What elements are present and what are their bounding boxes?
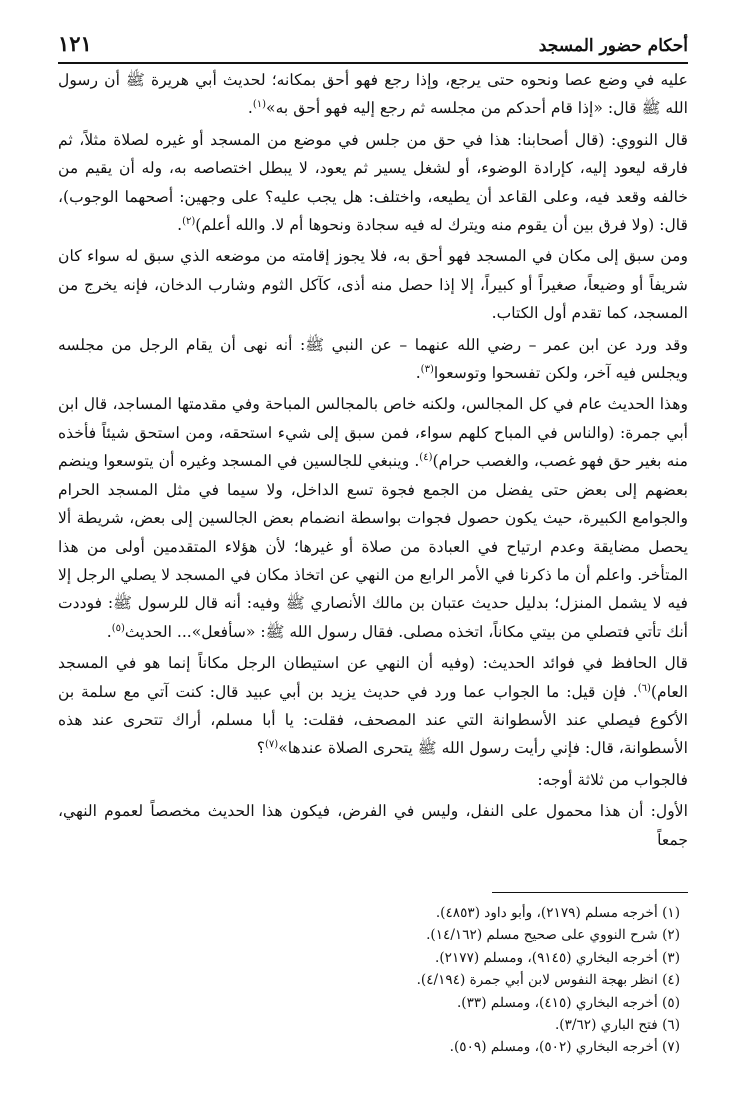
paragraph-4: وقد ورد عن ابن عمر – رضي الله عنهما – عن النبي ﷺ: أنه نهى أن يقام الرجل من مجلسه ويجلس فيه آخر، ولكن تفسحوا وتوسعوا$^{(٣)}$.: [58, 335, 688, 383]
paragraph-7: فالجواب من ثلاثة أوجه:: [537, 770, 688, 789]
footnote-ref-3: (٣): [420, 363, 434, 375]
footnote-2: (٢) شرح النووي على صحيح مسلم (١٤/١٦٢).: [426, 927, 680, 944]
footnote-7: (٧) أخرجه البخاري (٥٠٢)، ومسلم (٥٠٩).: [449, 1039, 680, 1056]
paragraph-2: قال النووي: (قال أصحابنا: هذا في حق من جلس في موضع من المسجد أو غيره لصلاة مثلاً، ثم فارقه ليعود إليه، كإرادة الوضوء، أو لشغل يسير ثم يعود، لا يبطل اختصاصه به، وله أن يقيم من خالفه وقعد فيه، وعلى القاعد أن يطيعه، واختلف: هل يجب عليه؟ على وجهين: أصحهما الوجوب)، قال: (ولا فرق بين أن يقوم منه ويترك له فيه سجادة ونحوها أم لا. والله أعلم)$^{(٢)}$.: [58, 130, 688, 235]
paragraph-3: ومن سبق إلى مكان في المسجد فهو أحق به، فلا يجوز إقامته من موضعه الذي سبق له سواء كان شريفاً أو وضيعاً، صغيراً أو كبيراً، إلا إذا حصل منه أذى، كآكل الثوم وشارب الدخان، فإنه يخرج من المسجد، كما تقدم أول الكتاب.: [58, 247, 688, 323]
footnote-4: (٤) انظر بهجة النفوس لابن أبي جمرة (٤/١٩٤).: [416, 972, 680, 989]
header-rule: [58, 62, 688, 64]
footnote-1: (١) أخرجه مسلم (٢١٧٩)، وأبو داود (٤٨٥٣).: [435, 905, 680, 921]
footnote-separator: [492, 892, 688, 893]
footnote-ref-7: (٧): [265, 739, 279, 751]
footnote-3: (٣) أخرجه البخاري (٩١٤٥)، ومسلم (٢١٧٧).: [435, 949, 680, 966]
footnote-ref-2: (٢): [182, 215, 196, 227]
book-page: [58, 0, 688, 1094]
footnote-ref-4: (٤): [419, 452, 433, 464]
running-header: [58, 26, 688, 56]
paragraph-5: وهذا الحديث عام في كل المجالس، ولكنه خاص بالمجالس المباحة وفي مقدمتها المساجد، قال ابن أبي جمرة: (والناس في المباح كلهم سواء، فمن سبق إلى شيء استحقه، ومن استحق شيئاً فأخذه منه بغير حق فهو غصب، والغصب حرام)$^{(٤)}$. وينبغي للجالسين في المسجد وغيره أن يتوسعوا وينضم بعضهم إلى بعض حتى يفضل من الجمع فجوة تسع الداخل، ولا سيما في مثل المسجد الحرام والجوامع الكبيرة، حيث يكون حصول فجوات بواسطة انضمام بعض الجالسين إلى بعض، شريطة ألا يحصل مضايقة وعدم ارتياح في العبادة من صلاة أو غيرها؛ لأن هؤلاء المتقدمين أولى من هذا المتأخر. واعلم أن ما ذكرنا في الأمر الرابع من النهي عن اتخاذ مكان في المسجد لا يصلي الرجل إلا فيه لا يشمل المنزل؛ بدليل حديث عتبان بن مالك الأنصاري ﷺ وفيه: أنه قال للرسول ﷺ: فوددت أنك تأتي فتصلي من بيتي مكاناً، اتخذه مصلى. فقال رسول الله ﷺ: «سأفعل»... الحديث$^{(٥)}$.: [58, 395, 688, 641]
footnote-ref-5: (٥): [111, 622, 125, 634]
footnote-ref-6: (٦): [637, 682, 651, 694]
footnote-ref-1: (١): [252, 99, 267, 111]
paragraph-6: قال الحافظ في فوائد الحديث: (وفيه أن النهي عن استيطان الرجل مكاناً إنما هو في المسجد العام)$^{(٦)}$. فإن قيل: ما الجواب عما ورد في حديث يزيد بن أبي عبيد قال: كنت آتي مع سلمة بن الأكوع فيصلي عند الأسطوانة التي عند المصحف، فقلت: يا أبا مسلم، أراك تتحرى عند هذه الأسطوانة، قال: فإني رأيت رسول الله ﷺ يتحرى الصلاة عندها»$^{(٧)}$؟: [58, 654, 688, 758]
footnotes: [58, 902, 680, 1059]
body-text: [58, 66, 688, 857]
footnote-6: (٦) فتح الباري (٣/٦٢).: [554, 1017, 680, 1034]
paragraph-1: عليه في وضع عصا ونحوه حتى يرجع، وإذا رجع فهو أحق بمكانه؛ لحديث أبي هريرة ﷺ أن رسول الله ﷺ قال: «إذا قام أحدكم من مجلسه ثم رجع إليه فهو أحق به»$^{(١)}$.: [58, 71, 688, 118]
page-number: ١٢١: [58, 31, 92, 56]
running-title: أحكام حضور المسجد: [538, 36, 688, 56]
footnote-5: (٥) أخرجه البخاري (٤١٥)، ومسلم (٣٣).: [456, 994, 680, 1011]
paragraph-8: الأول: أن هذا محمول على النفل، وليس في الفرض، فيكون هذا الحديث مخصصاً لعموم النهي، جمعاً: [58, 802, 688, 849]
